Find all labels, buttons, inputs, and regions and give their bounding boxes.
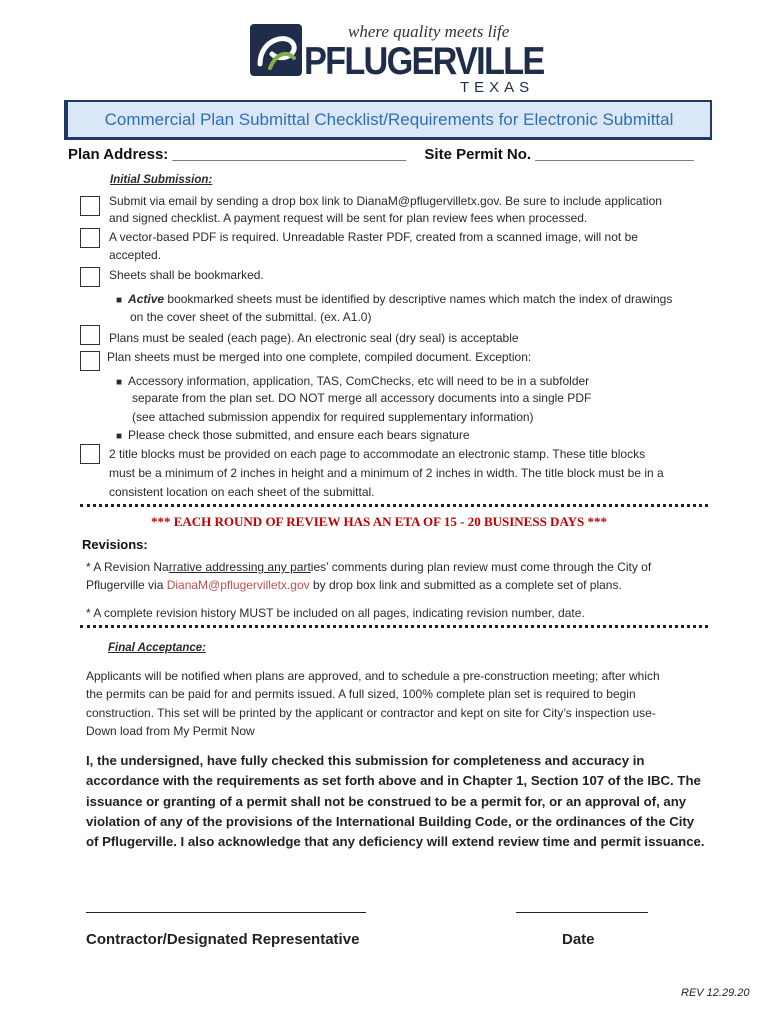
item-title-blocks-line-1: 2 title blocks must be provided on each page to accommodate an electronic stamp. These title blocks [109, 447, 646, 461]
eta-notice: *** EACH ROUND OF REVIEW HAS AN ETA OF 15 - 20 BUSINESS DAYS *** [150, 514, 608, 529]
checkbox-email-submission[interactable] [80, 196, 100, 216]
item-vector-line-1: A vector-based PDF is required. Unreadable Raster PDF, created from a scanned image, will not be [109, 230, 638, 244]
certification-line: issuance or granting of a permit shall not be construed to be a permit for, or an approval of, any [86, 793, 687, 809]
checkbox-merged[interactable] [80, 351, 100, 371]
item-bookmarked: Sheets shall be bookmarked. [109, 268, 264, 282]
contractor-signature-line[interactable] [86, 912, 366, 913]
logo-state: TEXAS [460, 79, 535, 96]
checkbox-bookmarked[interactable] [80, 267, 100, 287]
bullet-icon: ■ [116, 377, 123, 388]
certification-line: accordance with the requirements as set forth above and in Chapter 1, Section 107 of the IBC. The [86, 773, 701, 789]
revision-stamp: REV 12.29.20 [681, 987, 750, 999]
accessory-bullet-line-2: separate from the plan set. DO NOT merge all accessory documents into a single PDF [132, 391, 592, 405]
certification-line: violation of any of the provisions of the International Building Code, or the ordinances of the City [86, 813, 695, 829]
final-acceptance-line-1: Applicants will be notified when plans are approved, and to schedule a pre-construction meeting; after which [86, 669, 660, 683]
page-title: Commercial Plan Submittal Checklist/Requirements for Electronic Submittal [104, 109, 674, 129]
item-title-blocks-line-2: must be a minimum of 2 inches in height and a minimum of 2 inches in width. The title block must be in a [109, 466, 664, 480]
signature-bullet: ■ Please check those submitted, and ensure each bears signature [116, 428, 470, 442]
revision-line-1: * A Revision Narrative addressing any parties’ comments during plan review must come through the City of [86, 560, 652, 574]
item-email-line-1: Submit via email by sending a drop box link to DianaM@pflugervilletx.gov. Be sure to include application [109, 194, 662, 208]
certification-statement [86, 751, 726, 852]
certification-line: of Pflugerville. I also acknowledge that any deficiency will extend review time and permit issuance. [86, 834, 705, 850]
item-email-line-2: and signed checklist. A payment request will be sent for plan review fees when processed. [109, 211, 588, 225]
title-banner [64, 100, 712, 140]
revision-line-2: Pflugerville via DianaM@pflugervilletx.gov by drop box link and submitted as a complete set of plans. [86, 578, 622, 592]
logo-wordmark: PFLUGERVILLE [304, 40, 544, 83]
checkbox-title-blocks[interactable] [80, 444, 100, 464]
pflugerville-logo-icon [250, 24, 302, 76]
city-logo [248, 22, 548, 98]
initial-submission-heading: Initial Submission: [110, 174, 213, 186]
final-acceptance-line-2: the permits can be paid for and permits issued. A full sized, 100% complete plan set is required to begin [86, 687, 636, 701]
revision-line-3: * A complete revision history MUST be included on all pages, indicating revision number, date. [86, 606, 585, 620]
checkbox-vector-pdf[interactable] [80, 228, 100, 248]
checkbox-sealed[interactable] [80, 325, 100, 345]
bullet-icon: ■ [116, 431, 123, 442]
dotted-divider [80, 504, 708, 507]
date-label: Date [562, 931, 595, 948]
item-merged: Plan sheets must be merged into one complete, compiled document. Exception: [107, 350, 532, 364]
final-acceptance-line-4: Down load from My Permit Now [86, 724, 255, 738]
bullet-icon: ■ [116, 295, 123, 306]
dotted-divider [80, 625, 708, 628]
email-link[interactable]: DianaM@pflugervilletx.gov [166, 578, 310, 592]
bookmark-bullet-line-2: on the cover sheet of the submittal. (ex. A1.0) [130, 310, 372, 324]
site-permit-field[interactable]: Site Permit No. ___________________ [424, 146, 694, 163]
final-acceptance-heading: Final Acceptance: [108, 642, 206, 654]
accessory-bullet-line-1: ■ Accessory information, application, TAS, ComChecks, etc will need to be in a subfolder [116, 374, 590, 388]
item-vector-line-2: accepted. [109, 248, 162, 262]
accessory-bullet-line-3: (see attached submission appendix for required supplementary information) [132, 410, 534, 424]
final-acceptance-line-3: construction. This set will be printed by the applicant or contractor and kept on site for City’s inspection use- [86, 706, 656, 720]
certification-line: I, the undersigned, have fully checked this submission for completeness and accuracy in [86, 753, 645, 768]
address-line [68, 146, 748, 163]
item-sealed: Plans must be sealed (each page). An electronic seal (dry seal) is acceptable [109, 331, 519, 345]
date-signature-line[interactable] [516, 912, 648, 913]
plan-address-field[interactable]: Plan Address: ____________________________ [68, 146, 407, 163]
contractor-signature-label: Contractor/Designated Representative [86, 931, 360, 948]
item-title-blocks-line-3: consistent location on each sheet of the submittal. [109, 485, 375, 499]
logo-tagline: where quality meets life [348, 22, 510, 41]
bookmark-bullet-line-1: ■ Active bookmarked sheets must be identified by descriptive names which match the index of drawings [116, 292, 673, 306]
revisions-heading: Revisions: [82, 537, 148, 552]
